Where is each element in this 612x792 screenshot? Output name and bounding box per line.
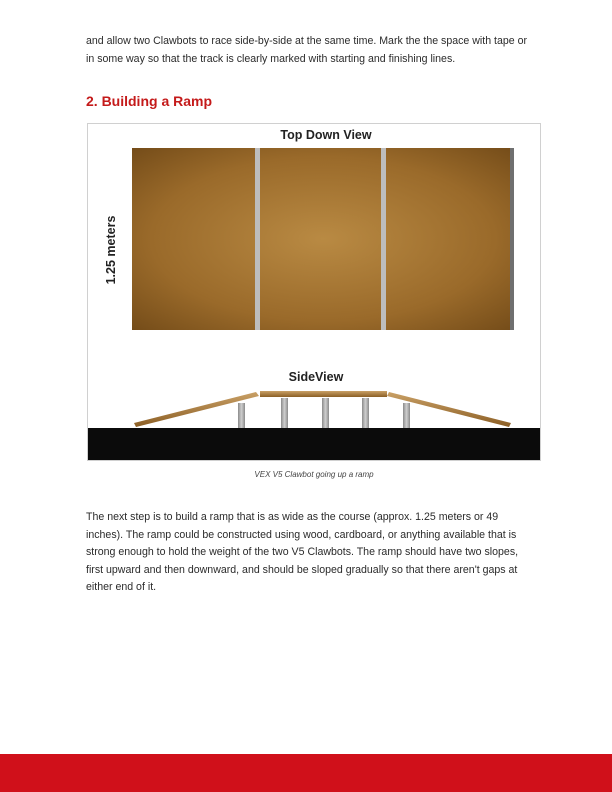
body-paragraph: The next step is to build a ramp that is as wide as the course (approx. 1.25 meters or 49 inches). The ramp could be constructed using wood, cardboard, or anything available that is strong enough to hold the weight of the two V5 Clawbots. The ramp should have two slopes, first upward and then downward, and should be sloped gradually so that there aren't gaps at either end of it. <box>86 511 519 593</box>
ramp-top-plank <box>260 391 387 397</box>
lane-divider-right <box>381 148 386 330</box>
intro-paragraph: and allow two Clawbots to race side-by-side at the same time. Mark the the space with tape or in some way so that the track is clearly marked with starting and finishing lines. <box>86 35 528 65</box>
footer-bar <box>0 754 612 792</box>
figure-caption: VEX V5 Clawbot going up a ramp <box>254 470 374 479</box>
top-down-view-label: Top Down View <box>280 128 372 142</box>
track-edge <box>510 148 514 330</box>
top-down-track <box>132 148 514 330</box>
section-heading: 2. Building a Ramp <box>86 93 213 109</box>
side-view-label: SideView <box>288 370 344 384</box>
floor <box>88 428 541 461</box>
dimension-label: 1.25 meters <box>104 215 118 285</box>
ramp-diagram <box>88 124 541 461</box>
ramp-figure <box>87 123 541 461</box>
lane-divider-left <box>255 148 260 330</box>
ramp-supports <box>238 398 410 428</box>
